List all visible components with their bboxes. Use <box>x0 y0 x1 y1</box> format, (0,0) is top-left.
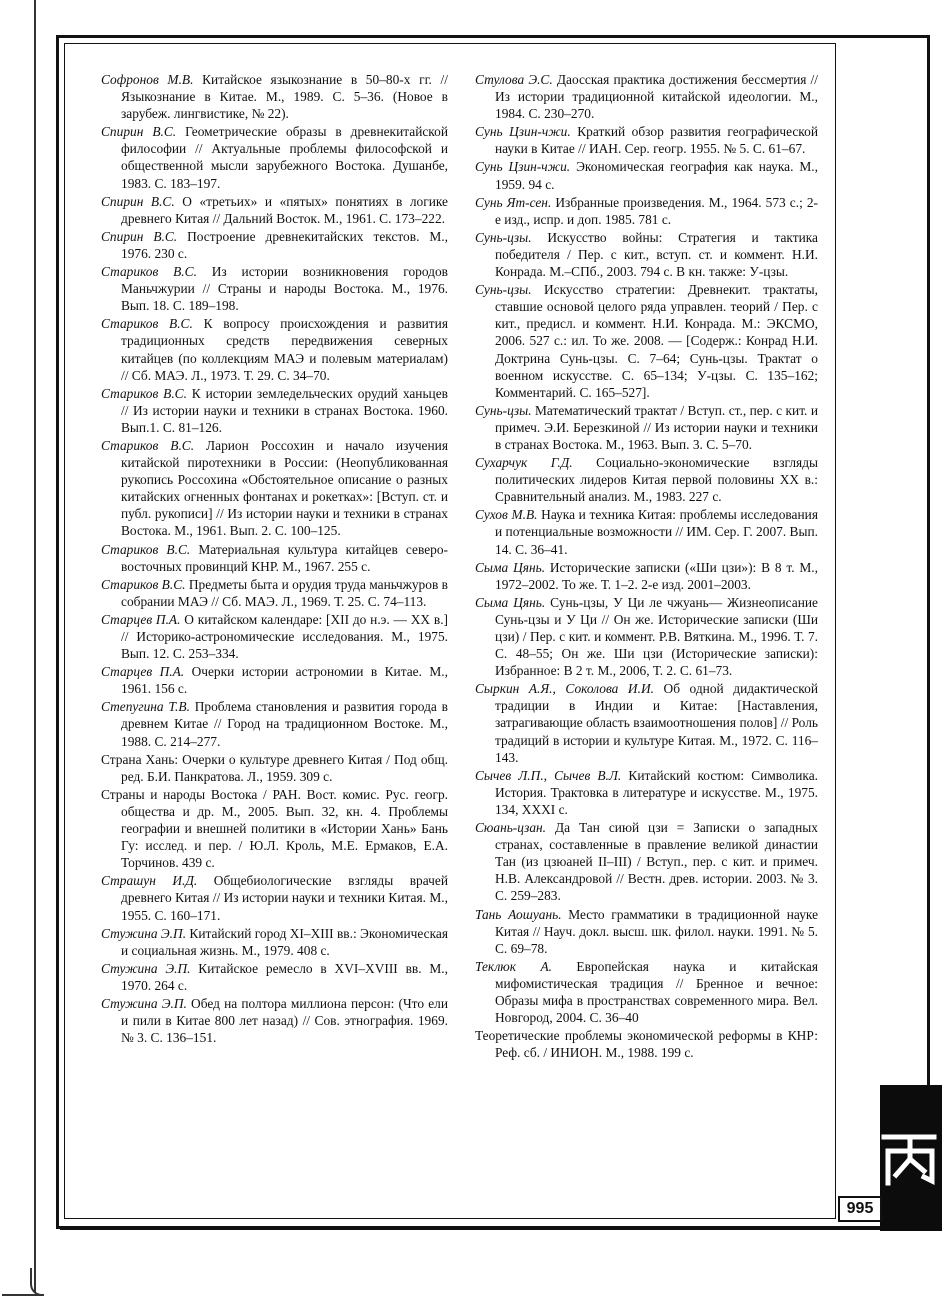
bibliography-entry <box>101 315 448 383</box>
entry-text: Китайское ремесло в XVI–XVIII вв. М., 1970. 264 с. <box>121 960 448 993</box>
bibliography-entry <box>101 437 448 540</box>
bibliography-entry <box>101 576 448 610</box>
entry-text: Избранные произведения. М., 1964. 573 с.; 2-е изд., испр. и доп. 1985. 781 с. <box>495 194 819 227</box>
entry-text: К вопросу происхождения и развития традиционных средств передвижения северных китайцев (по коллекциям МАЭ и полевым материалам) // Сб. МАЭ. Л., 1973. Т. 29. С. 34–70. <box>121 316 448 383</box>
entry-text: Об одной дидактической традиции в Индии и Китае: [Наставления, затрагивающие область взаимоотношения полов] // Роль традиций в истории и культуре Китая. М., 1972. С. 116–143. <box>495 681 818 765</box>
entry-text: Исторические записки («Ши цзи»): В 8 т. М., 1972–2002. То же. Т. 1–2. 2-е изд. 2001–2003. <box>495 559 818 592</box>
bibliography-entry <box>475 819 818 904</box>
entry-text: О китайском календаре: [XII до н.э. — XX в.] // Историко-астрономические исследования. М., 1975. Вып. 12. С. 253–334. <box>121 611 448 662</box>
binding-curl <box>30 1268 42 1296</box>
entry-author: Стулова Э.С. <box>475 72 553 87</box>
entry-text: Место грамматики в традиционной науке Китая // Науч. докл. высш. шк. филол. науки. 1991. № 5. С. 69–78. <box>495 906 819 956</box>
entry-text: Материальная культура китайцев северо-восточных провинций КНР. М., 1967. 255 с. <box>121 541 448 574</box>
entry-text: Наука и техника Китая: проблемы исследования и потенциальные возможности // ИМ. Сер. Г. 2007. Вып. 14. С. 36–41. <box>495 507 818 557</box>
page-number-box <box>838 1196 882 1222</box>
bibliography-entry <box>101 611 448 662</box>
entry-text: Да Тан сиюй цзи = Записки о западных странах, составленные в правление великой династии Тан (из цзюаней II–III) / Вступ., пер. с кит. и примеч. Н.В. Александровой // Вестн. древ. истории. 2003. № 3. С. 259–283. <box>495 820 818 904</box>
entry-text: Искусство стратегии: Древнекит. трактаты, ставшие основой целого ряда управлен. теорий / Пер. с кит., предисл. и коммент. Н.И. Конрада. М.: ЭКСМО, 2006. 527 с.: ил. То же. 2008. — [Содерж.: Конрад Н.И. Доктрина Сунь-цзы. С. 7–64; Сунь-цзы. Трактат о военном искусстве. С. 65–134; У-цзы. С. 135–162; Комментарий. С. 165–527]. <box>495 282 818 400</box>
entry-author: Сунь Ят-сен. <box>475 194 552 210</box>
entry-author: Сунь-цзы. <box>475 402 532 418</box>
bibliography-entry <box>101 995 448 1046</box>
entry-author: Теклюк А. <box>475 958 552 974</box>
entry-author: Степугина Т.В. <box>101 699 190 715</box>
entry-text: Социально-экономические взгляды политических лидеров Китая первой половины XX в.: Сравнительный анализ. М., 1983. 227 с. <box>495 455 818 505</box>
bibliography-entry <box>475 158 818 192</box>
entry-text: Ларион Россохин и начало изучения китайской пиротехники в России: (Неопубликованная рукопись Россохина «Обстоятельное описание о разных китайских огненных фонтанах и рокетках»: [Вступ. ст. и публ. рукописи] // Из истории науки и техники в странах Востока. М., 1961. Вып. 2. С. 100–125. <box>121 437 448 539</box>
bibliography-entry <box>475 958 818 1026</box>
bottom-rule <box>60 1228 930 1230</box>
entry-text: Математический трактат / Вступ. ст., пер. с кит. и примеч. Э.И. Березкиной // Из истории науки и техники в странах Востока. М., 1963. Вып. 3. С. 5–70. <box>495 402 818 452</box>
entry-author: Страшун И.Д. <box>101 873 198 889</box>
entry-text: Проблема становления и развития города в древнем Китае // Город на традиционном Востоке. М., 1988. С. 214–277. <box>121 699 448 749</box>
bibliography-entry <box>475 906 818 957</box>
entry-text: Китайское языкознание в 50–80-х гг. // Языкознание в Китае. М., 1989. С. 5–36. (Новое в зарубеж. лингвистике, № 22). <box>121 72 448 122</box>
bibliography-entry <box>475 123 818 157</box>
bibliography-entry <box>475 402 818 453</box>
entry-author: Сунь Цзин-чжи. <box>475 159 571 175</box>
chinese-character-icon <box>876 1127 942 1187</box>
entry-author: Старцев П.А. <box>101 611 181 627</box>
entry-text: Даосская практика достижения бессмертия // Из истории традиционной китайской идеологии. М., 1984. С. 230–270. <box>495 72 818 122</box>
entry-author: Сунь-цзы. <box>475 282 532 298</box>
entry-author: Спирин В.С. <box>101 124 177 140</box>
entry-author: Сухарчук Г.Д. <box>475 455 573 471</box>
entry-author: Стариков В.С. <box>101 264 197 280</box>
binding-foot <box>2 1294 44 1296</box>
bibliography-entry <box>101 698 448 749</box>
bibliography-entry <box>101 925 448 959</box>
entry-text: Общебиологические взгляды врачей древнего Китая // Из истории науки и техники Китая. М., 1955. С. 160–171. <box>121 873 448 923</box>
entry-text: Краткий обзор развития географической науки в Китае // ИАН. Сер. геогр. 1955. № 5. С. 61–67. <box>495 124 818 157</box>
bibliography-entry <box>475 594 818 679</box>
bibliography-entry <box>475 1027 818 1061</box>
entry-text: Построение древнекитайских текстов. М., 1976. 230 с. <box>121 228 448 261</box>
bibliography-entry <box>475 281 818 401</box>
entry-author: Стужина Э.П. <box>101 960 191 976</box>
bibliography-left-column <box>101 71 448 1047</box>
entry-text: О «третьих» и «пятых» понятиях в логике древнего Китая // Дальний Восток. М., 1961. С. 173–222. <box>121 193 448 226</box>
entry-author: Спирин В.С. <box>101 193 175 209</box>
entry-text: Обед на полтора миллиона персон: (Что ели и пили в Китае 800 лет назад) // Сов. этнография. 1969. № 3. С. 136–151. <box>121 995 448 1046</box>
bibliography-entry <box>101 193 448 227</box>
entry-text: Китайский костюм: Символика. История. Трактовка в литературе и искусстве. М., 1975. 134, XXXI с. <box>495 767 819 817</box>
entry-author: Сыма Цянь. <box>475 559 546 575</box>
entry-author: Сюань-цзан. <box>475 820 547 836</box>
entry-author: Стариков В.С. <box>101 576 186 592</box>
entry-text: К истории земледельческих орудий ханьцев // Из истории науки и техники в странах Востока. 1960. Вып.1. С. 81–126. <box>121 385 448 435</box>
entry-author: Стужина Э.П. <box>101 995 187 1011</box>
entry-text: Страны и народы Востока / РАН. Вост. комис. Рус. геогр. общества и др. М., 2005. Вып. 32, кн. 4. Проблемы географии и внешней политики в «Истории Хань» Бань Гу: исслед. и пер. / Ю.Л. Кроль, М.Е. Ермаков, Е.А. Торчинов. 439 с. <box>101 786 448 871</box>
bibliography-entry <box>475 506 818 557</box>
entry-author: Стариков В.С. <box>101 316 193 332</box>
bibliography-entry <box>475 194 818 228</box>
entry-author: Сычев Л.П., Сычев В.Л. <box>475 767 622 783</box>
entry-author: Стариков В.С. <box>101 385 187 401</box>
entry-author: Софронов М.В. <box>101 72 194 87</box>
entry-text: Очерки истории астрономии в Китае. М., 1961. 156 с. <box>121 664 448 697</box>
entry-text: Страна Хань: Очерки о культуре древнего Китая / Под общ. ред. Б.И. Панкратова. Л., 1959. 309 с. <box>101 751 448 784</box>
entry-text: Геометрические образы в древнекитайской философии // Актуальные проблемы философской и общественной мысли зарубежного Востока. Душанбе, 1983. С. 183–197. <box>121 124 448 191</box>
bibliography-entry <box>475 229 818 280</box>
entry-text: Европейская наука и китайская мифомистическая традиция // Бренное и вечное: Образы мифа в пространствах современного мира. Вел. Новгород, 2004. С. 36–40 <box>495 958 818 1026</box>
entry-text: Экономическая география как наука. М., 1959. 94 с. <box>495 159 818 192</box>
bibliography-entry <box>475 767 818 818</box>
bibliography-entry <box>101 960 448 994</box>
entry-author: Тань Аошуань. <box>475 906 562 922</box>
page-number: 995 <box>846 1200 874 1217</box>
entry-text: Из истории возникновения городов Маньчжурии // Страны и народы Востока. М., 1976. Вып. 18. С. 189–198. <box>121 264 448 314</box>
bibliography-entry <box>101 663 448 697</box>
entry-text: Китайский город XI–XIII вв.: Экономическая и социальная жизнь. М., 1979. 408 с. <box>121 925 449 958</box>
entry-author: Стужина Э.П. <box>101 925 187 941</box>
bibliography-entry <box>101 872 448 923</box>
bibliography-entry <box>101 541 448 575</box>
entry-text: Искусство войны: Стратегия и тактика победителя / Пер. с кит., вступ. ст. и коммент. Н.И. Конрада. М.–СПб., 2003. 794 с. В кн. также: У-цзы. <box>495 229 818 280</box>
entry-author: Стариков В.С. <box>101 437 195 453</box>
entry-author: Сухов М.В. <box>475 507 538 523</box>
bibliography-entry <box>101 385 448 436</box>
bibliography-entry <box>101 786 448 871</box>
entry-text: Сунь-цзы, У Ци ле чжуань— Жизнеописание Сунь-цзы и У Ци // Он же. Исторические записки (Ши цзи) / Пер. с кит. и коммент. Р.В. Вяткина. М., 1996. Т. 7. С. 48–55; Он же. Ши цзи (Исторические записки): Избранное: В 2 т. М., 2006, Т. 2. С. 61–73. <box>495 594 818 679</box>
entry-author: Старцев П.А. <box>101 664 185 680</box>
entry-author: Стариков В.С. <box>101 541 191 557</box>
bibliography-entry <box>101 751 448 785</box>
entry-text: Теоретические проблемы экономической реформы в КНР: Реф. сб. / ИНИОН. М., 1988. 199 с. <box>475 1028 818 1061</box>
bibliography-right-column <box>475 71 818 1062</box>
entry-author: Сунь-цзы. <box>475 229 532 245</box>
entry-author: Сунь Цзин-чжи. <box>475 124 571 140</box>
bibliography-entry <box>475 71 818 122</box>
binding-line <box>34 0 36 1293</box>
bibliography-entry <box>101 228 448 262</box>
bibliography-entry <box>475 680 818 765</box>
entry-author: Сыркин А.Я., Соколова И.И. <box>475 681 654 697</box>
bibliography-entry <box>101 71 448 122</box>
bibliography-entry <box>101 123 448 191</box>
entry-author: Спирин В.С. <box>101 228 178 244</box>
bibliography-entry <box>475 559 818 593</box>
entry-text: Предметы быта и орудия труда маньчжуров в собрании МАЭ // Сб. МАЭ. Л., 1969. Т. 25. С. 74–113. <box>121 576 448 609</box>
entry-author: Сыма Цянь. <box>475 594 546 610</box>
bibliography-entry <box>101 263 448 314</box>
bibliography-entry <box>475 454 818 505</box>
